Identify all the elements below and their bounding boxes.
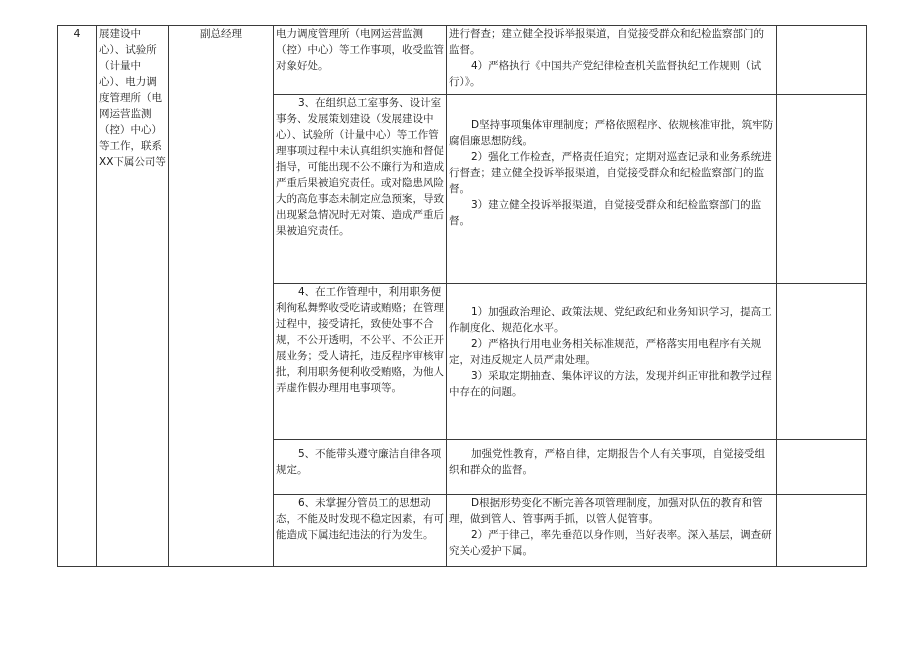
risk-cell: 电力调度管理所（电网运营监测（控）中心）等工作事项，收受监管对象好处。 [274, 26, 447, 95]
risk-text: 4、在工作管理中，利用职务便利徇私舞弊收受吃请或贿赂；在管理过程中，接受请托，致使处事不合规，不公开透明，不公平、不公正开展业务；受人请托，违反程序审核审批，利用职务便利收受贿赂，为他人弄虚作假办理用电事项等。 [276, 286, 444, 394]
risk-cell [274, 95, 447, 284]
measure-text: 2）强化工作检查，严格责任追究；定期对巡查记录和业务系统进行督查；建立健全投诉举报渠道，自觉接受群众和纪检监察部门的监督。 [449, 151, 772, 195]
measure-text: 加强党性教育，严格自律，定期报告个人有关事项，自觉接受组织和群众的监督。 [449, 448, 765, 476]
measures-cell [447, 95, 777, 284]
integrity-risk-table [57, 25, 867, 567]
measure-text: 进行督查；建立健全投诉举报渠道，自觉接受群众和纪检监察部门的监督。 [449, 28, 764, 56]
measures-cell [447, 26, 777, 95]
measure-text: 3）建立健全投诉举报渠道，自觉接受群众和纪检监察部门的监督。 [449, 199, 762, 227]
measure-text: D坚持事项集体审理制度；严格依照程序、依规核准审批，筑牢防腐倡廉思想防线。 [449, 119, 774, 147]
measure-text: 2）严于律己，率先垂范以身作则，当好表率。深入基层，调查研究关心爱护下属。 [449, 529, 772, 557]
risk-text: 5、不能带头遵守廉洁自律各项规定。 [276, 448, 442, 476]
measure-text: 2）严格执行用电业务相关标准规范，严格落实用电程序有关规定，对违反规定人员严肃处理。 [449, 338, 762, 366]
measure-text: 3）采取定期抽查、集体评议的方法，发现并纠正审批和教学过程中存在的问题。 [449, 370, 772, 398]
risk-cell [274, 440, 447, 495]
measure-text: 4）严格执行《中国共产党纪律检查机关监督执纪工作规则（试行）》。 [449, 60, 762, 88]
remarks-cell [777, 26, 867, 95]
remarks-cell [777, 495, 867, 567]
department-cell: 展建设中心）、试验所（计量中心）、电力调度管理所（电网运营监测（控）中心）等工作，联系XX下属公司等 [97, 26, 169, 567]
measures-cell [447, 440, 777, 495]
risk-cell [274, 284, 447, 440]
measure-text: D根据形势变化不断完善各项管理制度，加强对队伍的教育和管理，做到管人、管事两手抓，以管人促管事。 [449, 497, 763, 525]
position-cell: 副总经理 [169, 26, 274, 567]
risk-text: 6、未掌握分管员工的思想动态，不能及时发现不稳定因素，有可能造成下属违纪违法的行为发生。 [276, 497, 444, 541]
remarks-cell [777, 284, 867, 440]
remarks-cell [777, 95, 867, 284]
measures-cell [447, 284, 777, 440]
measures-cell [447, 495, 777, 567]
table-row [58, 26, 867, 95]
item-number-cell: 4 [58, 26, 97, 567]
measure-text: 1）加强政治理论、政策法规、党纪政纪和业务知识学习，提高工作制度化、规范化水平。 [449, 306, 772, 334]
risk-cell [274, 495, 447, 567]
risk-text: 3、在组织总工室事务、设计室事务、发展策划建设（发展建设中心）、试验所（计量中心）等工作管理事项过程中未认真组织实施和督促指导，可能出现不公不廉行为和造成严重后果被追究责任。或对隐患风险大的高危事态未制定应急预案，导致出现紧急情况时无对策、造成严重后果被追究责任。 [276, 97, 444, 237]
remarks-cell [777, 440, 867, 495]
